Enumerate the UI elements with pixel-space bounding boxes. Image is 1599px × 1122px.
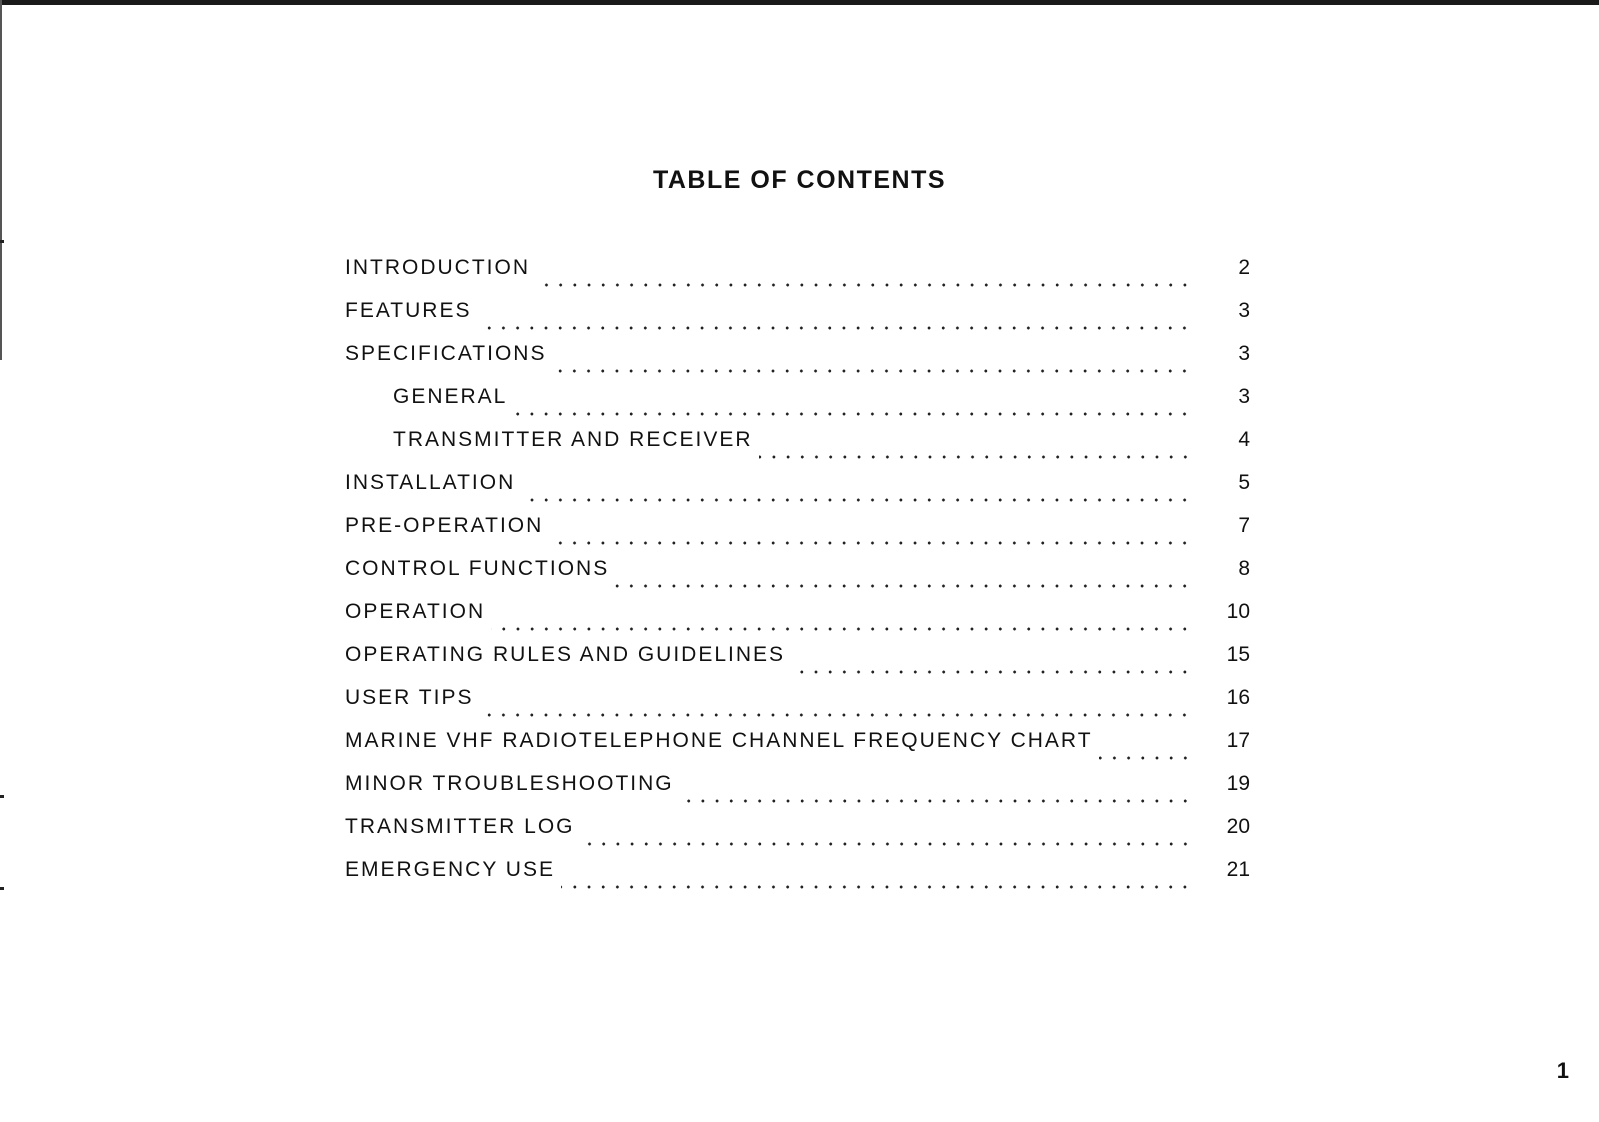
- toc-entry-label: MARINE VHF RADIOTELEPHONE CHANNEL FREQUENCY CHART: [345, 729, 1093, 752]
- toc-entry[interactable]: [345, 772, 1250, 815]
- toc-entry-page-number: 3: [1238, 299, 1250, 322]
- toc-entry-page-number: 2: [1238, 256, 1250, 279]
- edge-mark: [0, 240, 4, 243]
- dot-leader: [680, 799, 1192, 803]
- edge-mark: [0, 887, 4, 890]
- toc-entry[interactable]: [345, 342, 1250, 385]
- toc-entry-page-number: 3: [1238, 342, 1250, 365]
- toc-entry[interactable]: [345, 299, 1250, 342]
- dot-leader: [549, 541, 1192, 545]
- toc-entry-label: PRE-OPERATION: [345, 514, 544, 537]
- toc-entry-page-number: 19: [1226, 772, 1250, 795]
- dot-leader: [477, 326, 1192, 330]
- toc-entry-label: EMERGENCY USE: [345, 858, 555, 881]
- toc-entry[interactable]: [345, 729, 1250, 772]
- toc-entry-page-number: 16: [1226, 686, 1250, 709]
- toc-subentry[interactable]: [345, 428, 1250, 471]
- toc-entry[interactable]: [345, 256, 1250, 299]
- toc-entry-label: INTRODUCTION: [345, 256, 530, 279]
- page-top-edge: [0, 0, 1599, 5]
- toc-entry-page-number: 10: [1226, 600, 1250, 623]
- toc-entry[interactable]: [345, 600, 1250, 643]
- toc-entry-label: OPERATION: [345, 600, 486, 623]
- toc-entry-label: INSTALLATION: [345, 471, 516, 494]
- toc-entry-label: TRANSMITTER AND RECEIVER: [393, 428, 753, 451]
- toc-entry-label: USER TIPS: [345, 686, 474, 709]
- dot-leader: [491, 627, 1192, 631]
- toc-entry-page-number: 3: [1238, 385, 1250, 408]
- toc-entry-page-number: 8: [1238, 557, 1250, 580]
- toc-entry-label: GENERAL: [393, 385, 508, 408]
- toc-entry-page-number: 5: [1238, 471, 1250, 494]
- toc-entry[interactable]: [345, 858, 1250, 901]
- page-number: 1: [1556, 1058, 1569, 1083]
- toc-entry-page-number: 20: [1226, 815, 1250, 838]
- dot-leader: [581, 842, 1192, 846]
- toc-entry[interactable]: [345, 471, 1250, 514]
- toc-entry-label: OPERATING RULES AND GUIDELINES: [345, 643, 786, 666]
- toc-entry-label: FEATURES: [345, 299, 472, 322]
- toc-entry-page-number: 21: [1226, 858, 1250, 881]
- toc-entry-label: MINOR TROUBLESHOOTING: [345, 772, 674, 795]
- toc-entry[interactable]: [345, 686, 1250, 729]
- toc-entry[interactable]: [345, 514, 1250, 557]
- toc-entry-page-number: 4: [1238, 428, 1250, 451]
- toc-entry-page-number: 7: [1238, 514, 1250, 537]
- dot-leader: [1099, 756, 1192, 760]
- toc-entry-label: SPECIFICATIONS: [345, 342, 547, 365]
- dot-leader: [479, 713, 1192, 717]
- table-of-contents: [345, 256, 1250, 901]
- dot-leader: [561, 885, 1192, 889]
- toc-entry[interactable]: [345, 557, 1250, 600]
- toc-entry-label: CONTROL FUNCTIONS: [345, 557, 610, 580]
- dot-leader: [513, 412, 1192, 416]
- toc-subentry[interactable]: [345, 385, 1250, 428]
- toc-entry[interactable]: [345, 815, 1250, 858]
- page-title: TABLE OF CONTENTS: [652, 166, 947, 194]
- dot-leader: [536, 283, 1192, 287]
- dot-leader: [552, 369, 1192, 373]
- dot-leader: [521, 498, 1192, 502]
- edge-mark: [0, 795, 4, 798]
- dot-leader: [759, 455, 1192, 459]
- toc-entry[interactable]: [345, 643, 1250, 686]
- toc-entry-label: TRANSMITTER LOG: [345, 815, 575, 838]
- toc-entry-page-number: 17: [1226, 729, 1250, 752]
- dot-leader: [615, 584, 1192, 588]
- dot-leader: [791, 670, 1192, 674]
- toc-entry-page-number: 15: [1226, 643, 1250, 666]
